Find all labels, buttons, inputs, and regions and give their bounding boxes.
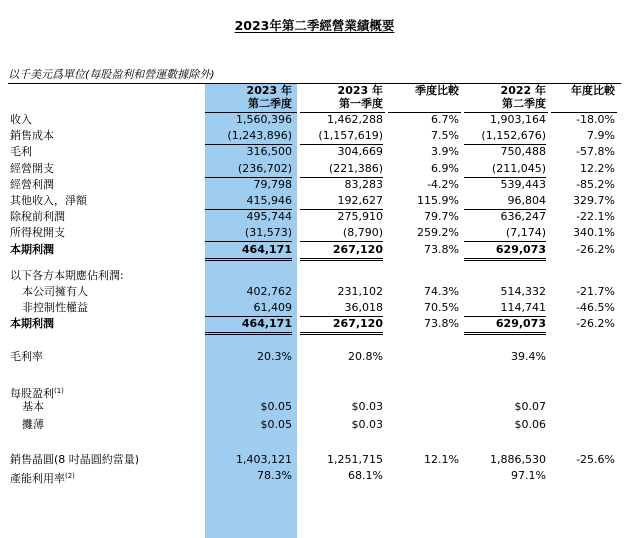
cell-2022q2: 97.1% — [511, 469, 546, 482]
row-label: 每股盈利$^{(1)}$ — [10, 386, 64, 400]
row-label: 經營開支 — [10, 161, 54, 175]
cell-yoy: -21.7% — [576, 284, 615, 298]
cell-2023q2: 464,171 — [205, 242, 292, 261]
cell-yoy: -18.0% — [576, 113, 615, 126]
cell-2023q2: 61,409 — [205, 300, 292, 317]
row-label: 毛利 — [10, 145, 32, 159]
row-nci — [0, 300, 629, 316]
row-wafers-shipped — [0, 452, 629, 468]
row-net-profit-2 — [0, 316, 629, 332]
cell-yoy: -57.8% — [576, 145, 615, 159]
row-label: 其他收入，淨額 — [10, 193, 87, 207]
cell-2023q2: 415,946 — [205, 193, 292, 210]
cell-2023q2: 79,798 — [253, 177, 292, 191]
cell-2023q1: 1,462,288 — [327, 113, 383, 126]
cell-2022q2: 514,332 — [500, 284, 546, 298]
cell-yoy: 12.2% — [580, 161, 615, 175]
row-label: 所得稅開支 — [10, 226, 65, 240]
row-attributable-header — [0, 268, 629, 284]
row-label: 本期利潤 — [10, 242, 54, 256]
cell-2023q2: (31,573) — [205, 225, 292, 242]
row-gross-profit — [0, 144, 629, 160]
report-title: 2023年第二季經營業績概要 — [234, 18, 395, 33]
cell-yoy: 329.7% — [573, 193, 615, 207]
cell-2023q1: $0.03 — [351, 399, 383, 413]
spacer — [0, 366, 629, 383]
row-label: 經營利潤 — [10, 177, 54, 191]
cell-2022q2: $0.07 — [514, 399, 546, 413]
cell-yoy: 340.1% — [573, 226, 615, 240]
cell-yoy: -26.2% — [576, 242, 615, 256]
row-eps-diluted — [0, 417, 629, 435]
row-owners — [0, 284, 629, 300]
cell-2023q2: 464,171 — [205, 316, 292, 335]
row-label: 收入 — [10, 113, 32, 126]
row-revenue — [0, 112, 629, 128]
row-other-income — [0, 193, 629, 209]
cell-2023q1: 267,120 — [300, 316, 383, 335]
row-label: 基本 — [22, 399, 44, 413]
cell-2022q2: 96,804 — [464, 193, 546, 210]
cell-2023q2: 78.3% — [257, 469, 292, 482]
cell-2023q1: $0.03 — [351, 417, 383, 431]
cell-qoq: 259.2% — [417, 226, 459, 240]
cell-qoq: 73.8% — [424, 317, 459, 331]
cell-qoq: 12.1% — [424, 452, 459, 466]
cell-2022q2: 629,073 — [464, 316, 546, 335]
cell-2023q2: $0.05 — [260, 399, 292, 413]
spacer — [0, 435, 629, 452]
cell-2023q2: (1,243,896) — [205, 128, 292, 145]
row-label: 本期利潤 — [10, 317, 54, 331]
cell-2023q1: 1,251,715 — [327, 452, 383, 466]
footnote-ref: (1) — [54, 386, 64, 395]
cell-2023q2: 402,762 — [246, 284, 292, 298]
row-label: 除稅前利潤 — [10, 210, 65, 224]
row-label: 攤薄 — [22, 417, 44, 431]
cell-yoy: -25.6% — [576, 452, 615, 466]
results-table — [0, 84, 629, 484]
row-label: 產能利用率$^{(2)}$ — [10, 472, 75, 485]
cell-2022q2: 1,903,164 — [490, 113, 546, 126]
cell-qoq: 70.5% — [424, 301, 459, 315]
cell-qoq: 115.9% — [417, 193, 459, 207]
cell-yoy: -46.5% — [576, 301, 615, 315]
cell-2022q2: (7,174) — [464, 225, 546, 242]
cell-2023q1: 192,627 — [300, 193, 383, 210]
cell-yoy: 7.9% — [587, 129, 615, 143]
cell-2022q2: (211,045) — [464, 161, 546, 178]
units-note: 以千美元爲單位(每股盈利和營運數據除外) — [8, 68, 215, 81]
cell-2023q1: 83,283 — [344, 177, 383, 191]
row-gross-margin — [0, 349, 629, 365]
cell-2023q1: 275,910 — [337, 210, 383, 224]
cell-2023q1: 68.1% — [348, 469, 383, 482]
cell-2023q2: (236,702) — [205, 161, 292, 178]
cell-2023q2: 1,403,121 — [236, 452, 292, 466]
cell-yoy: -22.1% — [576, 210, 615, 224]
cell-2023q2: 495,744 — [246, 210, 292, 224]
col-header-yoy: 年度比較 — [571, 84, 615, 97]
row-label: 本公司擁有人 — [22, 284, 88, 298]
cell-2023q1: 267,120 — [300, 242, 383, 261]
cell-2023q1: (221,386) — [300, 161, 383, 178]
cell-2023q1: (8,790) — [300, 225, 383, 242]
col-header-qoq: 季度比較 — [415, 84, 459, 97]
cell-2022q2: 539,443 — [500, 177, 546, 191]
cell-2022q2: 636,247 — [500, 210, 546, 224]
cell-2022q2: (1,152,676) — [464, 128, 546, 145]
cell-qoq: 6.7% — [431, 113, 459, 126]
cell-2023q1: 36,018 — [300, 300, 383, 317]
cell-2023q2: $0.05 — [260, 417, 292, 431]
row-income-tax — [0, 225, 629, 241]
cell-2022q2: 750,488 — [500, 145, 546, 159]
cell-2022q2: 39.4% — [511, 350, 546, 364]
row-label: 以下各方本期應佔利潤: — [10, 268, 124, 282]
cell-yoy: -26.2% — [576, 317, 615, 331]
spacer — [0, 332, 629, 349]
row-opex — [0, 161, 629, 177]
row-eps-basic — [0, 399, 629, 417]
cell-2022q2: $0.06 — [514, 417, 546, 431]
cell-qoq: 6.9% — [431, 161, 459, 175]
col-header-2023q2: 2023 年 第二季度 — [246, 84, 292, 110]
row-label: 銷售晶圓(8 吋晶圓約當量) — [10, 452, 140, 466]
cell-2023q1: 304,669 — [337, 145, 383, 159]
row-utilization — [0, 468, 629, 484]
cell-2023q1: 20.8% — [348, 350, 383, 364]
cell-yoy: -85.2% — [576, 177, 615, 191]
cell-qoq: 7.5% — [431, 129, 459, 143]
row-label: 非控制性權益 — [22, 301, 88, 315]
row-label: 銷售成本 — [10, 129, 54, 143]
cell-2023q2: 1,560,396 — [236, 113, 292, 126]
cell-2023q1: (1,157,619) — [300, 128, 383, 145]
row-operating-profit — [0, 177, 629, 193]
row-eps-header — [0, 383, 629, 399]
cell-2023q2: 20.3% — [257, 350, 292, 364]
cell-2022q2: 1,886,530 — [490, 452, 546, 466]
cell-2023q2: 316,500 — [246, 145, 292, 159]
cell-qoq: 79.7% — [424, 210, 459, 224]
spacer — [0, 258, 629, 268]
cell-qoq: 3.9% — [431, 145, 459, 159]
footnote-ref: (2) — [65, 472, 75, 480]
row-pretax-profit — [0, 209, 629, 225]
col-header-2022q2: 2022 年 第二季度 — [500, 84, 546, 110]
cell-qoq: 73.8% — [424, 242, 459, 256]
row-cogs — [0, 128, 629, 144]
row-net-profit — [0, 242, 629, 258]
row-label: 毛利率 — [10, 350, 43, 364]
cell-qoq: 74.3% — [424, 284, 459, 298]
col-header-2023q1: 2023 年 第一季度 — [337, 84, 383, 110]
cell-qoq: -4.2% — [427, 177, 459, 191]
cell-2022q2: 629,073 — [464, 242, 546, 261]
cell-2023q1: 231,102 — [337, 284, 383, 298]
table-header — [0, 84, 629, 112]
cell-2022q2: 114,741 — [464, 300, 546, 317]
